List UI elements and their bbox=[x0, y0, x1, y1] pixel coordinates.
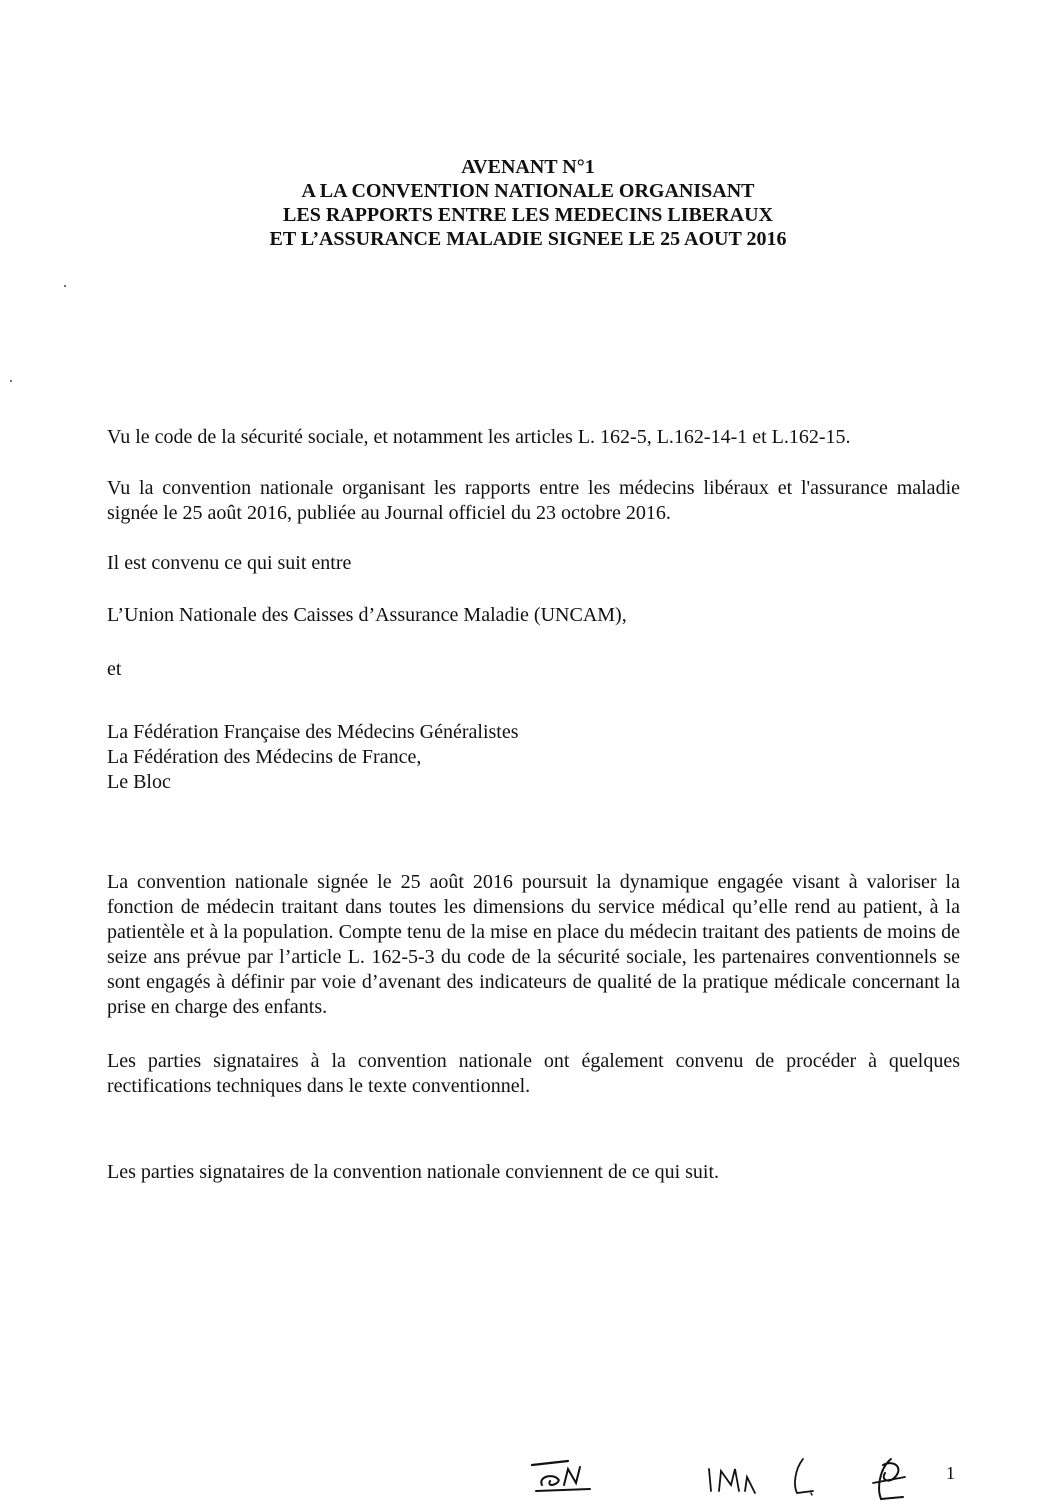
page-number: 1 bbox=[946, 1463, 955, 1483]
title-line-1: AVENANT N°1 bbox=[461, 156, 595, 178]
title-line-2: A LA CONVENTION NATIONALE ORGANISANT bbox=[301, 180, 755, 202]
signatory-ffmg: La Fédération Française des Médecins Généralistes bbox=[107, 721, 519, 743]
document-title bbox=[0, 155, 1056, 251]
paragraph-vu-code: Vu le code de la sécurité sociale, et notamment les articles L. 162-5, L.162-14-1 et L.162-15. bbox=[107, 426, 851, 448]
paragraph-conclusion: Les parties signataires de la convention nationale conviennent de ce qui suit. bbox=[107, 1161, 720, 1183]
paragraph-vu-convention: Vu la convention nationale organisant les rapports entre les médecins libéraux et l'assurance maladie signée le 25 août 2016, publiée au Journal officiel du 23 octobre 2016. bbox=[107, 477, 960, 524]
title-line-4: ET L’ASSURANCE MALADIE SIGNEE LE 25 AOUT 2016 bbox=[269, 228, 787, 250]
title-line-3: LES RAPPORTS ENTRE LES MEDECINS LIBERAUX bbox=[283, 204, 773, 226]
conjunction-et: et bbox=[107, 658, 122, 680]
paragraph-il-est-convenu: Il est convenu ce qui suit entre bbox=[107, 552, 352, 574]
scan-speck bbox=[10, 380, 12, 382]
party-uncam: L’Union Nationale des Caisses d’Assurance Maladie (UNCAM), bbox=[107, 604, 627, 626]
signatory-fmf: La Fédération des Médecins de France, bbox=[107, 746, 422, 768]
handwritten-initials-2 bbox=[705, 1455, 765, 1499]
handwritten-initials-3 bbox=[787, 1455, 817, 1499]
handwritten-initials-1 bbox=[528, 1455, 600, 1495]
signatories-list bbox=[107, 720, 960, 795]
signatory-le-bloc: Le Bloc bbox=[107, 771, 171, 793]
paragraph-preamble: La convention nationale signée le 25 août 2016 poursuit la dynamique engagée visant à valoriser la fonction de médecin traitant dans toutes les dimensions du service médical qu’elle rend au patient, à la patientèle et à la population. Compte tenu de la mise en place du médecin traitant des patients de moins de seize ans prévue par l’article L. 162-5-3 du code de la sécurité sociale, les partenaires conventionnels se sont engagés à définir par voie d’avenant des indicateurs de qualité de la pratique médicale concernant la prise en charge des enfants. bbox=[107, 871, 960, 1018]
paragraph-rectifications: Les parties signataires à la convention nationale ont également convenu de procéder à quelques rectifications techniques dans le texte conventionnel. bbox=[107, 1050, 960, 1097]
handwritten-initials-4 bbox=[865, 1455, 915, 1505]
scan-speck bbox=[64, 285, 66, 287]
